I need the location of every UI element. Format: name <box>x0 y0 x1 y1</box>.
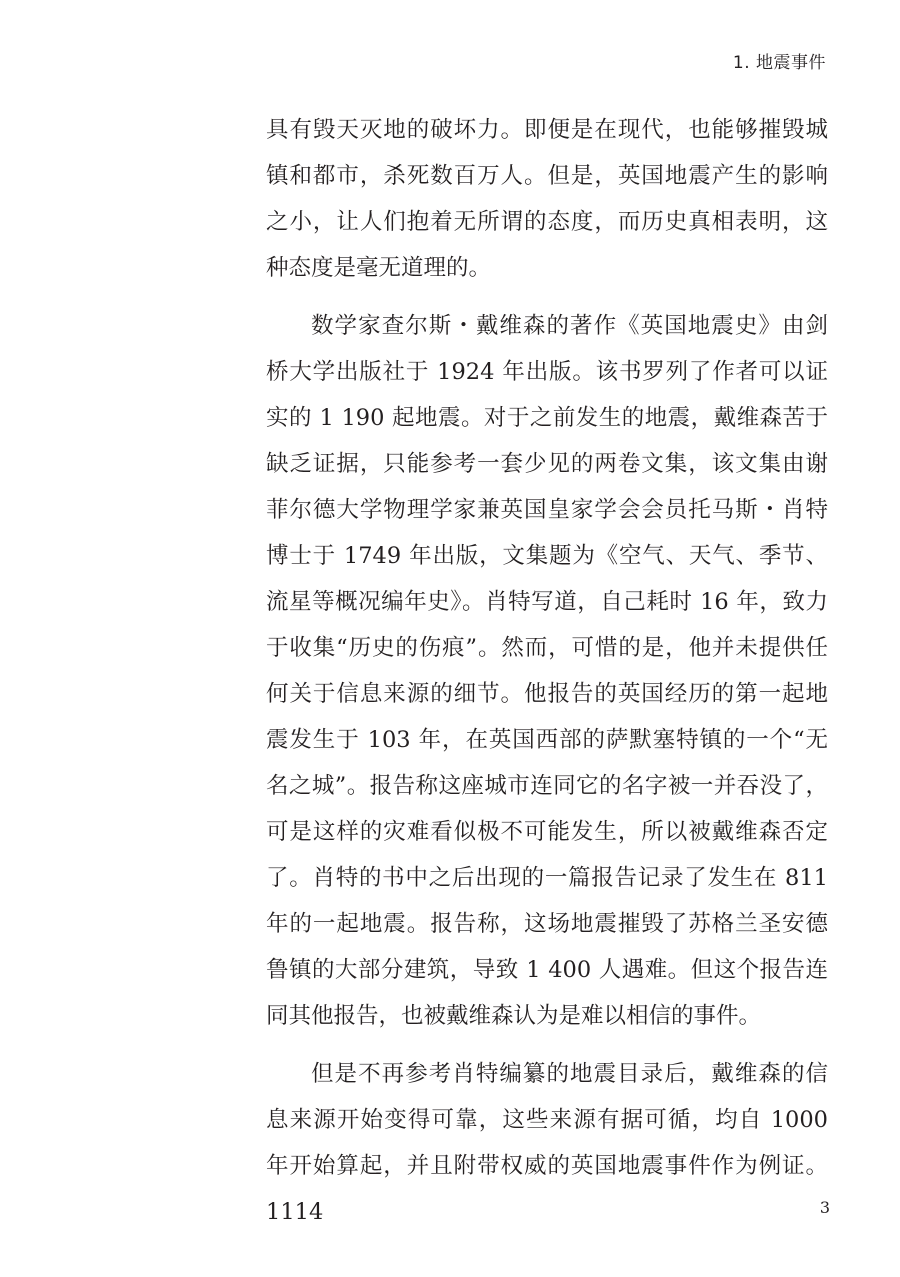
running-header: 1. 地震事件 <box>732 53 826 73</box>
paragraph-continuation: 具有毁天灭地的破坏力。即便是在现代，也能够摧毁城镇和都市，杀死数百万人。但是，英国地震产生的影响之小，让人们抱着无所谓的态度，而历史真相表明，这种态度是毫无道理的。 <box>266 117 828 281</box>
paragraph-reliable-sources: 但是不再参考肖特编纂的地震目录后，戴维森的信息来源开始变得可靠，这些来源有据可循，均自 1000 年开始算起，并且附带权威的英国地震事件作为例证。1114 <box>266 1061 828 1225</box>
body-text <box>266 107 828 1235</box>
paragraph-davison-history: 数学家查尔斯・戴维森的著作《英国地震史》由剑桥大学出版社于 1924 年出版。该书罗列了作者可以证实的 1 190 起地震。对于之前发生的地震，戴维森苦于缺乏证据，只能参考一套少见的两卷文集，该文集由谢菲尔德大学物理学家兼英国皇家学会会员托马斯・肖特博士于 1749 年出版，文集题为《空气、天气、季节、流星等概况编年史》。肖特写道，自己耗时 16 年，致力于收集“历史的伤痕”。然而，可惜的是，他并未提供任何关于信息来源的细节。他报告的英国经历的第一起地震发生于 103 年，在英国西部的萨默塞特镇的一个“无名之城”。报告称这座城市连同它的名字被一并吞没了，可是这样的灾难看似极不可能发生，所以被戴维森否定了。肖特的书中之后出现的一篇报告记录了发生在 811 年的一起地震。报告称，这场地震摧毁了苏格兰圣安德鲁镇的大部分建筑，导致 1 400 人遇难。但这个报告连同其他报告，也被戴维森认为是难以相信的事件。 <box>266 313 828 1029</box>
page-number: 3 <box>819 1198 830 1217</box>
